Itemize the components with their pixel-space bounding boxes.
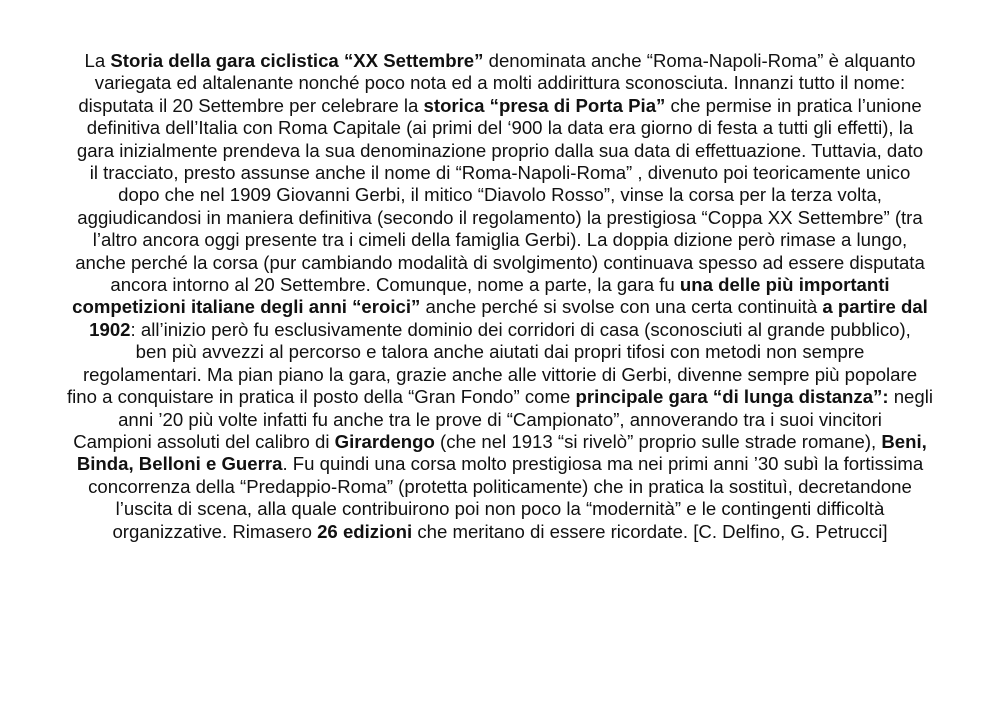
- text-line: [36, 274, 964, 296]
- text-run: disputata il 20 Settembre per celebrare la: [78, 94, 424, 116]
- bold-text: Beni,: [881, 430, 927, 452]
- text-run: . Fu quindi una corsa molto prestigiosa ma nei primi anni ’30 subì la fortissima: [282, 453, 924, 475]
- text-line: [36, 72, 964, 94]
- text-line: [36, 252, 964, 274]
- text-run: La: [84, 50, 111, 71]
- text-run: anche perché si svolse con una certa continuità: [420, 296, 823, 318]
- text-run: concorrenza della “Predappio-Roma” (protetta politicamente) che in pratica la sostituì, decretandone: [88, 475, 912, 497]
- bold-text: a partire dal: [822, 296, 928, 318]
- bold-text: una delle più importanti: [679, 274, 890, 296]
- text-run: Campioni assoluti del calibro di: [73, 430, 335, 452]
- text-run: gara inizialmente prendeva la sua denominazione proprio dalla sua data di effettuazione. Tuttavia, dato: [76, 139, 924, 161]
- text-run: anni ’20 più volte infatti fu anche tra le prove di “Campionato”, annoverando tra i suoi vincitori: [118, 408, 882, 430]
- text-run: variegata ed altalenante nonché poco nota ed a molti addirittura sconosciuta. Innanzi tutto il nome:: [94, 72, 906, 94]
- text-line: [36, 476, 964, 498]
- text-run: denominata anche “Roma-Napoli-Roma” è alquanto: [483, 50, 916, 71]
- text-line: [36, 184, 964, 206]
- text-line: [36, 521, 964, 543]
- text-line: [36, 386, 964, 408]
- bold-text: Girardengo: [334, 430, 435, 452]
- bold-text: 26 edizioni: [317, 520, 413, 542]
- text-run: ancora intorno al 20 Settembre. Comunque, nome a parte, la gara fu: [110, 274, 680, 296]
- text-line: [36, 409, 964, 431]
- text-line: [36, 341, 964, 363]
- bold-text: Binda, Belloni e Guerra: [76, 453, 283, 475]
- bold-text: 1902: [89, 318, 131, 340]
- text-line: [36, 431, 964, 453]
- text-run: dopo che nel 1909 Giovanni Gerbi, il mitico “Diavolo Rosso”, vinse la corsa per la terza volta,: [118, 184, 882, 206]
- text-run: ben più avvezzi al percorso e talora anche aiutati dai propri tifosi con metodi non sempre: [135, 341, 865, 363]
- text-line: [36, 162, 964, 184]
- bold-text: competizioni italiane degli anni “eroici”: [72, 296, 421, 318]
- text-run: fino a conquistare in pratica il posto della “Gran Fondo” come: [66, 386, 576, 408]
- bold-text: principale gara “di lunga distanza”:: [575, 386, 889, 408]
- text-line: [36, 207, 964, 229]
- text-run: aggiudicandosi in maniera definitiva (secondo il regolamento) la prestigiosa “Coppa XX Settembre” (tra: [77, 206, 923, 228]
- text-run: negli: [888, 386, 933, 408]
- text-run: l’altro ancora oggi presente tra i cimeli della famiglia Gerbi). La doppia dizione però rimase a lungo,: [92, 229, 908, 251]
- text-line: [36, 498, 964, 520]
- text-line: [36, 296, 964, 318]
- text-line: [36, 229, 964, 251]
- text-line: [36, 140, 964, 162]
- text-run: (che nel 1913 “si rivelò” proprio sulle strade romane),: [434, 430, 882, 452]
- text-run: che meritano di essere ricordate. [C. Delfino, G. Petrucci]: [412, 520, 888, 542]
- text-line: [36, 95, 964, 117]
- text-run: definitiva dell’Italia con Roma Capitale (ai primi del ‘900 la data era giorno di festa a tutti gli effetti), la: [86, 117, 914, 139]
- text-line: [36, 364, 964, 386]
- text-run: che permise in pratica l’unione: [665, 94, 922, 116]
- bold-text: Storia della gara ciclistica “XX Settembre”: [110, 50, 484, 71]
- text-run: organizzative. Rimasero: [112, 520, 318, 542]
- text-run: regolamentari. Ma pian piano la gara, grazie anche alle vittorie di Gerbi, divenne sempre più popolare: [82, 363, 918, 385]
- text-line: [36, 453, 964, 475]
- text-run: l’uscita di scena, alla quale contribuirono poi non poco la “modernità” e le contingenti difficoltà: [115, 498, 885, 520]
- text-line: [36, 50, 964, 72]
- text-line: [36, 319, 964, 341]
- text-line: [36, 117, 964, 139]
- bold-text: storica “presa di Porta Pia”: [423, 94, 666, 116]
- text-run: anche perché la corsa (pur cambiando modalità di svolgimento) continuava spesso ad essere disputata: [75, 251, 925, 273]
- text-run: il tracciato, presto assunse anche il nome di “Roma-Napoli-Roma” , divenuto poi teoricamente unico: [89, 162, 911, 184]
- text-run: : all’inizio però fu esclusivamente dominio dei corridori di casa (sconosciuti al grande pubblico),: [130, 318, 911, 340]
- document-paragraph: [36, 50, 964, 543]
